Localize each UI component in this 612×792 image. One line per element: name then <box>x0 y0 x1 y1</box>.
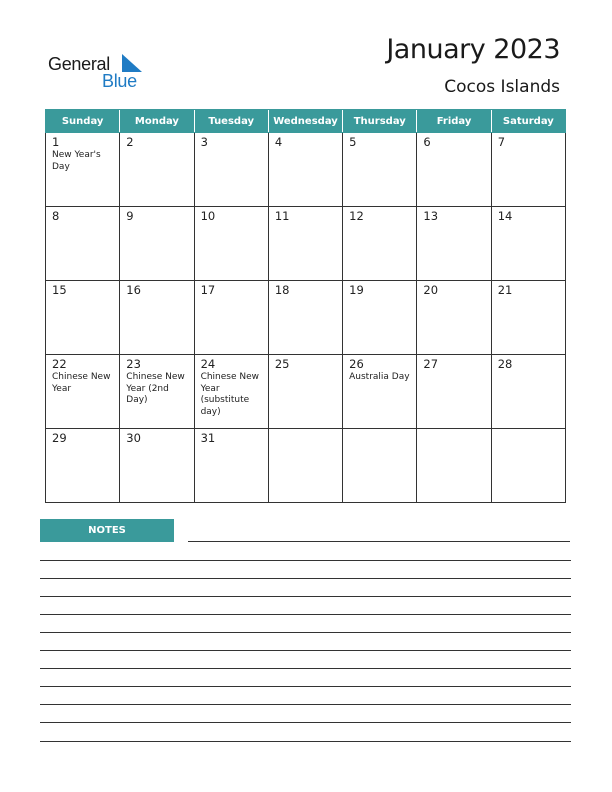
week-row <box>46 133 566 207</box>
page-title: January 2023 <box>386 34 560 65</box>
day-cell <box>491 133 565 207</box>
day-cell <box>268 429 342 503</box>
day-cell <box>120 133 194 207</box>
logo-word-blue: Blue <box>102 71 137 91</box>
day-number: 12 <box>349 209 364 223</box>
calendar-grid <box>45 109 566 503</box>
day-number: 21 <box>497 283 513 297</box>
day-cell <box>120 355 194 429</box>
day-cell <box>194 429 268 503</box>
day-cell <box>343 355 417 429</box>
day-cell <box>491 281 565 355</box>
day-cell <box>46 429 120 503</box>
weekday-header: Sunday <box>46 110 120 133</box>
day-cell <box>343 133 417 207</box>
day-cell <box>46 281 120 355</box>
day-number: 30 <box>126 431 141 445</box>
day-number: 16 <box>126 283 141 297</box>
day-number: 6 <box>423 135 431 149</box>
day-cell <box>194 281 268 355</box>
day-cell <box>268 207 342 281</box>
day-number: 9 <box>126 209 134 223</box>
weekday-header: Monday <box>120 110 194 133</box>
day-number: 22 <box>52 357 67 371</box>
day-cell <box>120 207 194 281</box>
weekday-header: Tuesday <box>194 110 268 133</box>
day-number: 5 <box>349 135 357 149</box>
weekday-header: Thursday <box>343 110 417 133</box>
day-number: 13 <box>423 209 439 223</box>
day-cell <box>491 207 565 281</box>
notes-line <box>40 596 571 597</box>
week-row <box>46 355 566 429</box>
notes-line <box>188 541 570 542</box>
day-number: 2 <box>126 135 134 149</box>
day-number: 29 <box>52 431 67 445</box>
day-cell <box>46 355 120 429</box>
day-cell <box>194 133 268 207</box>
day-number: 8 <box>52 209 60 223</box>
day-cell <box>120 281 194 355</box>
holiday-label: Chinese New Year <box>52 372 111 394</box>
notes-line <box>40 741 571 742</box>
day-cell <box>120 429 194 503</box>
day-cell <box>343 207 417 281</box>
day-cell <box>343 429 417 503</box>
holiday-label: Australia Day <box>349 372 410 382</box>
day-number: 17 <box>200 283 216 297</box>
day-number: 31 <box>200 431 216 445</box>
day-number: 14 <box>497 209 513 223</box>
day-cell <box>268 133 342 207</box>
day-cell <box>46 207 120 281</box>
country-name: Cocos Islands <box>444 77 560 97</box>
weekday-header: Saturday <box>491 110 565 133</box>
logo-word-general: General <box>48 54 110 74</box>
day-cell <box>268 281 342 355</box>
day-number: 4 <box>274 135 283 149</box>
notes-line <box>40 668 571 669</box>
week-row <box>46 207 566 281</box>
week-row <box>46 429 566 503</box>
day-cell <box>194 355 268 429</box>
day-number: 20 <box>423 283 439 297</box>
day-number: 28 <box>497 357 513 371</box>
day-number: 19 <box>349 283 364 297</box>
day-number: 27 <box>423 357 439 371</box>
day-number: 1 <box>52 135 60 149</box>
day-cell <box>46 133 120 207</box>
notes-line <box>40 632 571 633</box>
weekday-header-row <box>46 110 566 133</box>
day-cell <box>491 355 565 429</box>
day-number: 25 <box>274 357 290 371</box>
notes-label: NOTES <box>40 519 174 542</box>
notes-line <box>40 650 571 651</box>
day-cell <box>417 133 491 207</box>
day-cell <box>343 281 417 355</box>
day-cell <box>194 207 268 281</box>
day-number: 10 <box>200 209 216 223</box>
notes-line <box>40 578 571 579</box>
day-number: 18 <box>274 283 290 297</box>
notes-line <box>40 722 571 723</box>
generalblue-logo <box>48 52 148 92</box>
day-number: 3 <box>200 135 208 149</box>
day-cell <box>491 429 565 503</box>
notes-line <box>40 614 571 615</box>
day-cell <box>268 355 342 429</box>
day-cell <box>417 355 491 429</box>
day-number: 24 <box>200 357 216 371</box>
day-number: 15 <box>52 283 67 297</box>
notes-line <box>40 560 571 561</box>
weekday-header: Friday <box>417 110 491 133</box>
week-row <box>46 281 566 355</box>
day-number: 23 <box>126 357 141 371</box>
day-cell <box>417 429 491 503</box>
day-cell <box>417 207 491 281</box>
holiday-label: Chinese New Year (2nd Day) <box>126 372 185 405</box>
logo-flag-icon <box>120 54 142 72</box>
day-number: 26 <box>349 357 364 371</box>
holiday-label: New Year's Day <box>52 150 101 172</box>
notes-line <box>40 686 571 687</box>
weekday-header: Wednesday <box>268 110 342 133</box>
day-number: 11 <box>274 209 290 223</box>
day-cell <box>417 281 491 355</box>
day-number: 7 <box>497 135 506 149</box>
notes-line <box>40 704 571 705</box>
holiday-label: Chinese New Year (substitute day) <box>200 372 260 417</box>
